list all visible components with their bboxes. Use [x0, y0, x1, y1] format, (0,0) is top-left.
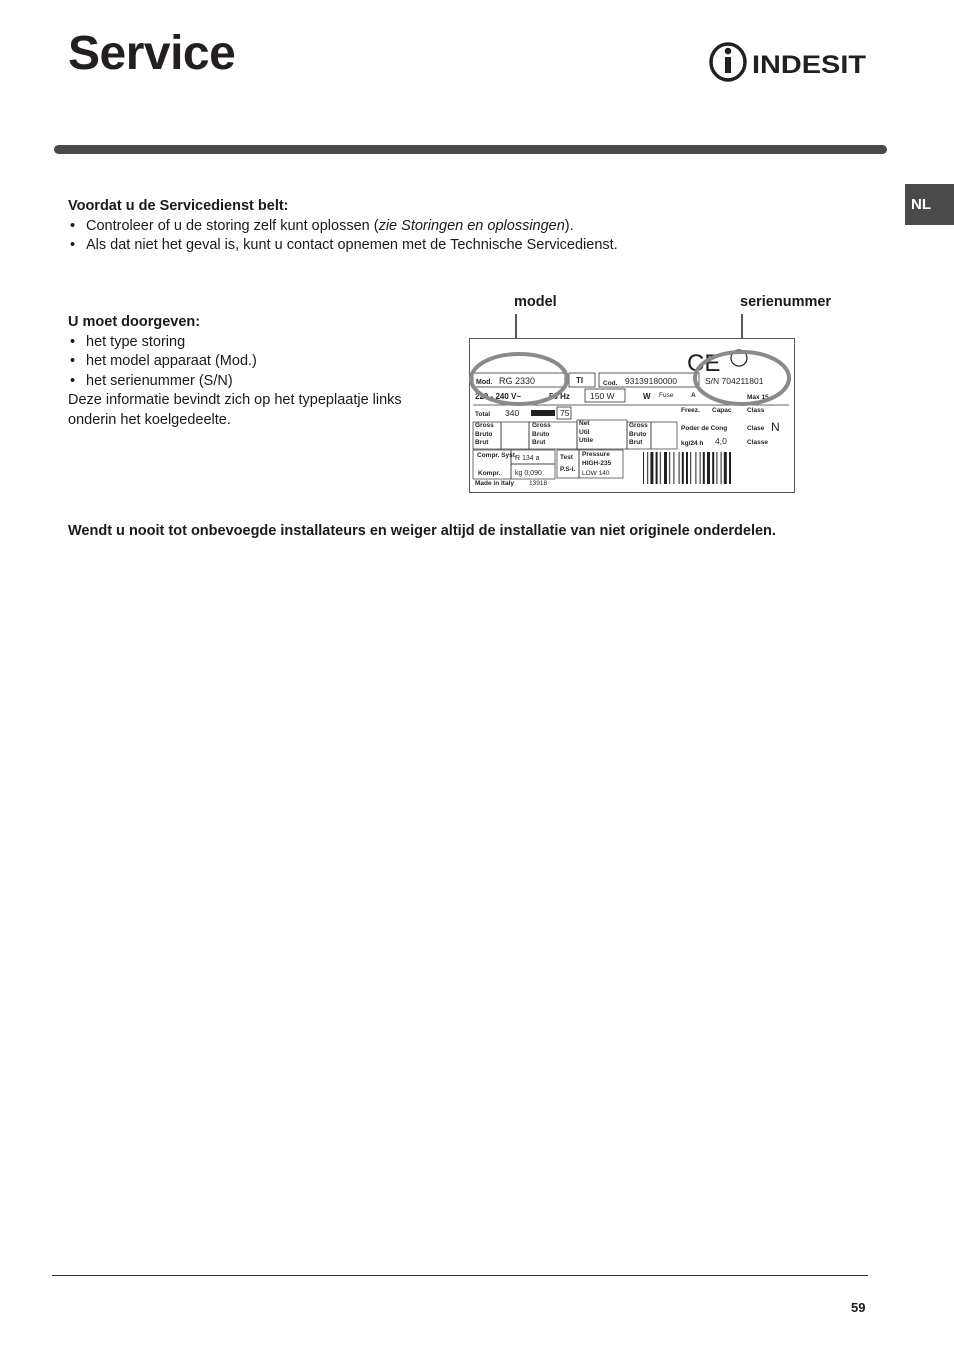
plate-mod-label: Mod. — [476, 379, 493, 386]
plate-pressure: Pressure — [582, 451, 610, 458]
brand-text: INDESIT — [752, 51, 866, 79]
serial-callout-label: serienummer — [740, 294, 832, 310]
plate-classe: Classe — [747, 439, 768, 446]
barcode-bar — [712, 452, 714, 484]
footer-rule — [52, 1275, 868, 1276]
barcode-bar — [650, 452, 653, 484]
plate-total-label: Total — [475, 411, 491, 418]
plate-gross-1: Gross Bruto Brut — [475, 422, 494, 446]
plate-gross-2: Gross Bruto Brut — [532, 422, 551, 446]
list-item: • Als dat niet het geval is, kunt u contact opnemen met de Technische Servicedienst. — [68, 236, 888, 256]
plate-gross-3: Gross Bruto Brut — [629, 422, 648, 446]
plate-amp: A — [691, 392, 696, 399]
page-number: 59 — [851, 1300, 866, 1315]
plate-cod-label: Cod. — [603, 380, 618, 387]
barcode-bar — [643, 452, 644, 484]
barcode-bar — [695, 452, 696, 484]
plate-ti: TI — [576, 376, 584, 385]
plate-clase-value: N — [771, 420, 780, 434]
plate-compr-syst: Compr. Syst. — [477, 452, 517, 459]
barcode-bar — [656, 452, 658, 484]
barcode-bar — [660, 452, 661, 484]
barcode-bar — [700, 452, 701, 484]
plate-fuse: Fuse — [659, 392, 674, 399]
barcode-bar — [707, 452, 710, 484]
plate-total-value2: 75 — [560, 408, 570, 418]
plate-refrigerant-kg: kg 0,090 — [515, 470, 542, 477]
list-item: • het type storing — [68, 333, 428, 353]
page-title: Service — [68, 27, 236, 80]
plate-total-value: 340 — [505, 408, 520, 418]
list-item: • Controleer of u de storing zelf kunt oplossen (zie Storingen en oplossingen). — [68, 217, 888, 237]
plate-poder: Poder de Cong — [681, 425, 728, 432]
plate-watts: 150 W — [590, 391, 615, 401]
plate-location-note: Deze informatie bevindt zich op het typeplaatje links onderin het koelgedeelte. — [68, 392, 402, 428]
plate-serial-value: S/N 704211801 — [705, 376, 764, 386]
barcode-bar — [669, 452, 670, 484]
plate-capac: Capac — [712, 407, 732, 414]
plate-high: HIGH-235 — [582, 460, 612, 467]
barcode-bar — [690, 452, 691, 484]
must-provide-heading: U moet doorgeven: — [68, 314, 201, 330]
rating-plate — [469, 338, 795, 493]
barcode-bar — [664, 452, 667, 484]
plate-made-code: 13918 — [529, 480, 548, 487]
barcode-bar — [673, 452, 674, 484]
plate-freez: Freez. — [681, 407, 700, 414]
barcode-bar — [721, 452, 722, 484]
barcode-bar — [686, 452, 688, 484]
barcode-bar — [716, 452, 717, 484]
cross-reference: zie Storingen en oplossingen — [378, 217, 565, 234]
list-item: • het serienummer (S/N) — [68, 372, 428, 392]
plate-voltage: 220 - 240 V~ — [475, 392, 522, 401]
language-tab: NL — [905, 184, 954, 225]
barcode-bar — [724, 452, 727, 484]
barcode-bar — [703, 452, 705, 484]
list-item: • het model apparaat (Mod.) — [68, 352, 428, 372]
plate-kg24-value: 4,0 — [715, 436, 727, 446]
plate-kompr: Kompr. — [478, 470, 501, 477]
barcode-bar — [682, 452, 684, 484]
plate-symbol — [531, 410, 555, 416]
barcode-bar — [729, 452, 731, 484]
model-callout-label: model — [514, 294, 557, 310]
plate-refrigerant: R 134 a — [515, 455, 540, 462]
before-call-heading: Voordat u de Servicedienst belt: — [68, 198, 289, 214]
plate-low: LOW 140 — [582, 470, 610, 477]
plate-test: Test — [560, 454, 573, 461]
plate-model-value: RG 2330 — [499, 376, 536, 386]
plate-max: Max 15 — [747, 394, 769, 401]
plate-w: W — [643, 392, 651, 401]
plate-clase: Clase — [747, 425, 765, 432]
plate-hz: 50 Hz — [549, 392, 570, 401]
ce-mark: CE — [687, 350, 721, 377]
plate-psi: P.S-I. — [560, 466, 576, 473]
plate-kg24: kg/24 h — [681, 440, 704, 447]
warning-text: Wendt u nooit tot onbevoegde installateurs en weiger altijd de installatie van niet originele onderdelen. — [68, 523, 776, 539]
plate-cod-value: 93139180000 — [625, 376, 678, 386]
barcode-bar — [647, 452, 648, 484]
barcode-bar — [679, 452, 680, 484]
plate-made-in: Made in Italy — [475, 480, 515, 487]
plate-class: Class — [747, 407, 765, 414]
plate-net: Net Util Utile — [579, 420, 594, 444]
